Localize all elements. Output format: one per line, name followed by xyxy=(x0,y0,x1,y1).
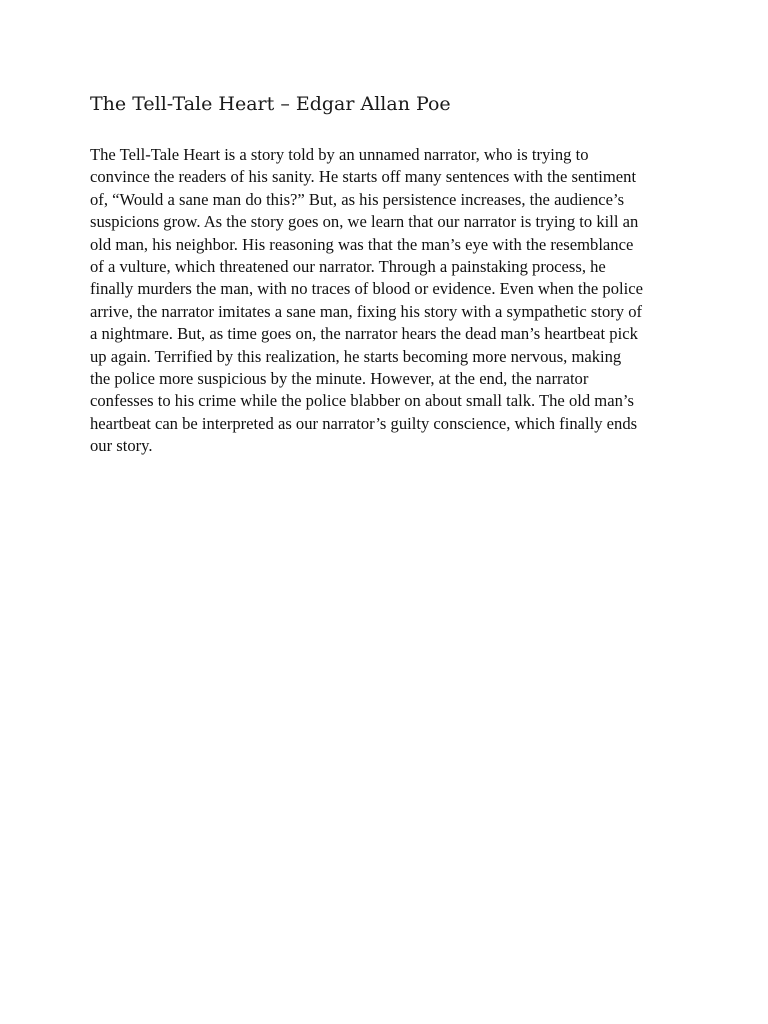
body-line: The Tell-Tale Heart is a story told by an unnamed narrator, who is trying to xyxy=(90,145,589,164)
body-line: convince the readers of his sanity. He starts off many sentences with the sentiment xyxy=(90,167,637,187)
body-line: heartbeat can be interpreted as our narrator’s guilty conscience, which finally ends xyxy=(90,413,638,433)
body-line: finally murders the man, with no traces of blood or evidence. Even when the police xyxy=(90,279,643,299)
body-line: of a vulture, which threatened our narrator. Through a painstaking process, he xyxy=(90,257,606,277)
body-line: a nightmare. But, as time goes on, the narrator hears the dead man’s heartbeat pick xyxy=(90,324,638,344)
body-line: our story. xyxy=(90,436,153,456)
body-line: confesses to his crime while the police blabber on about small talk. The old man’s xyxy=(90,391,634,411)
body-line: arrive, the narrator imitates a sane man, fixing his story with a sympathetic story of xyxy=(90,301,643,321)
body-line: the police more suspicious by the minute. However, at the end, the narrator xyxy=(90,369,589,389)
body-line: up again. Terrified by this realization, he starts becoming more nervous, making xyxy=(90,346,622,366)
document-body-paragraph xyxy=(90,144,686,458)
body-line: of, “Would a sane man do this?” But, as his persistence increases, the audience’s xyxy=(90,189,625,209)
body-line: suspicions grow. As the story goes on, we learn that our narrator is trying to kill an xyxy=(90,212,639,232)
body-line: old man, his neighbor. His reasoning was that the man’s eye with the resemblance xyxy=(90,234,634,254)
document-title: The Tell-Tale Heart – Edgar Allan Poe xyxy=(90,93,451,115)
